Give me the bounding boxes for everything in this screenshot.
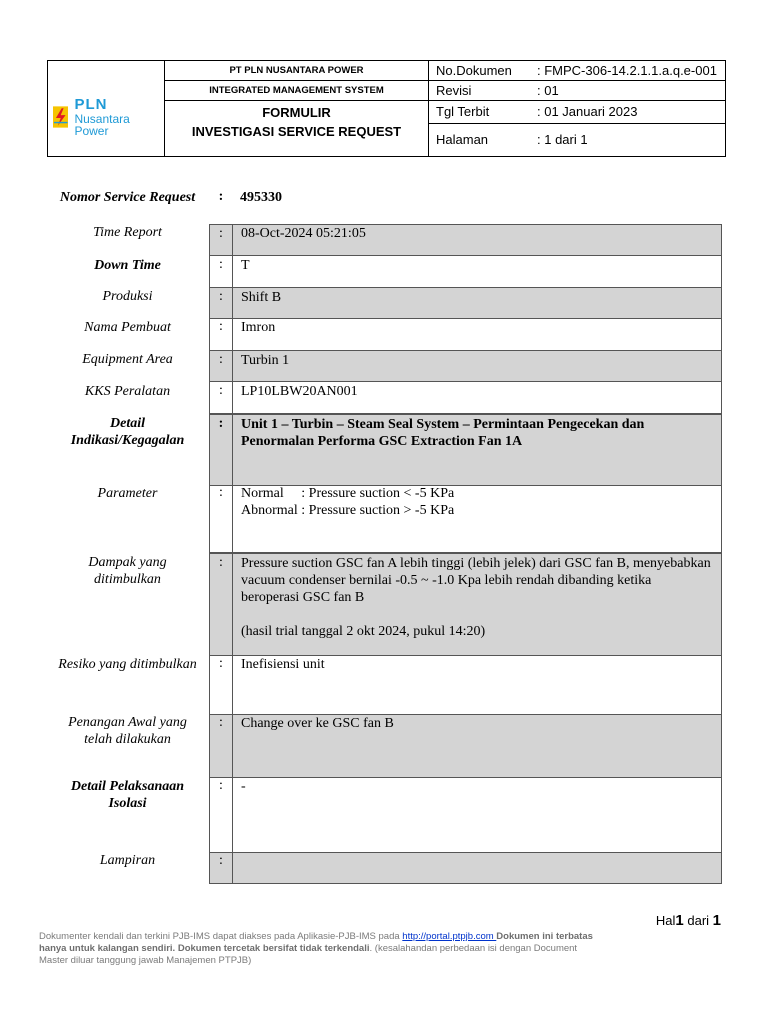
field-value-dampak [232,553,722,656]
field-colon: : [209,350,233,382]
field-value-down-time: T [232,256,722,288]
field-value-produksi: Shift B [232,287,722,319]
lightning-logo-icon [53,106,68,128]
logo-cell [48,61,165,156]
field-label: Dampak yang ditimbulkan [88,555,167,587]
field-label: Detail Pelaksanaan Isolasi [70,779,185,811]
field-label: Lampiran [99,853,156,868]
parameter-abnormal: Abnormal : Pressure suction > -5 KPa [241,503,455,518]
meta-label: Halaman [436,132,489,147]
footer-note-bold: Dokumen ini terbatas hanya untuk kalangan sendiri. Dokumen tercetak bersifat tidak terkendali [39,931,593,954]
field-colon: : [209,319,233,351]
field-colon: : [209,485,233,553]
field-value-kks: LP10LBW20AN001 [232,382,722,414]
logo-pln-text: PLN [74,96,108,113]
pln-logo [53,97,164,137]
meta-row-dokumen [428,60,726,81]
form-title-line1: FORMULIR [262,105,331,120]
dampak-trial-note: (hasil trial tanggal 2 okt 2024, pukul 14:20) [241,624,486,639]
meta-value: : 1 dari 1 [537,132,588,147]
field-colon: : [209,414,233,486]
field-value-nama-pembuat: Imron [232,319,722,351]
field-value-parameter [232,485,722,553]
field-colon: : [209,382,233,414]
field-colon: : [209,553,233,656]
field-label: Penangan Awal yang telah dilakukan [68,715,187,747]
system-name: INTEGRATED MANAGEMENT SYSTEM [164,80,429,101]
page-current: 1 [675,912,684,929]
field-label: KKS Peralatan [84,384,171,399]
page-total: 1 [712,912,721,929]
field-label: Nama Pembuat [84,320,171,335]
field-colon: : [209,778,233,853]
field-colon: : [209,287,233,319]
field-value-penangan: Change over ke GSC fan B [232,714,722,778]
field-label: Time Report [93,225,162,240]
field-colon: : [209,224,233,256]
meta-label: Tgl Terbit [436,104,490,119]
field-label: Produksi [102,289,153,304]
field-colon: : [209,852,233,884]
field-label: Equipment Area [82,352,173,367]
meta-row-revisi [428,80,726,101]
page-mid: dari [683,913,713,928]
meta-label: Revisi [436,83,472,98]
field-colon: : [218,189,224,204]
dampak-description: Pressure suction GSC fan A lebih tinggi (lebih jelek) dari GSC fan B, menyebabkan vacuum condenser bernilai -0.5 ~ -1.0 Kpa lebih rendah dibanding ketika beroperasi GSC fan B [241,556,711,605]
footer-note-disclaimer: . (kesalahandan perbedaan isi dengan Document Master diluar tanggung jawab Manajemen PTPJB) [39,943,578,966]
field-value-nomor: 495330 [240,190,282,205]
field-value-lampiran [232,852,722,884]
field-label: Nomor Service Request [59,190,196,205]
page-number [656,912,721,929]
field-label: Down Time [94,258,161,273]
form-title [164,100,429,157]
meta-value: : 01 [537,83,559,98]
meta-value: : FMPC-306-14.2.1.1.a.q.e-001 [537,63,717,78]
company-name: PT PLN NUSANTARA POWER [164,60,429,81]
document-header [47,60,726,157]
field-label: Parameter [97,486,158,501]
footer-note-text: Dokumenter kendali dan terkini PJB-IMS dapat diakses pada Aplikasie-PJB-IMS pada [39,931,403,942]
field-colon: : [209,656,233,715]
field-colon: : [209,714,233,778]
meta-value: : 01 Januari 2023 [537,104,638,119]
logo-nusantara-text: Nusantara Power [74,112,130,138]
field-colon: : [209,256,233,288]
page-prefix: Hal [655,913,676,928]
field-value-resiko: Inefisiensi unit [232,656,722,715]
portal-link[interactable]: http://portal.ptpjb.com [402,931,497,942]
field-value-time-report: 08-Oct-2024 05:21:05 [232,224,722,256]
field-label: Detail Indikasi/Kegagalan [70,416,185,448]
form-title-line2: INVESTIGASI SERVICE REQUEST [191,124,402,139]
meta-row-tgl-terbit [428,100,726,124]
meta-label: No.Dokumen [436,63,512,78]
footer-note [39,931,599,967]
field-value-isolasi: - [232,778,722,853]
parameter-normal: Normal : Pressure suction < -5 KPa [241,486,455,501]
field-value-equipment-area: Turbin 1 [232,350,722,382]
meta-row-halaman [428,123,726,157]
field-value-detail: Unit 1 – Turbin – Steam Seal System – Permintaan Pengecekan dan Penormalan Performa GSC Extraction Fan 1A [232,414,722,486]
field-label: Resiko yang ditimbulkan [58,657,197,672]
